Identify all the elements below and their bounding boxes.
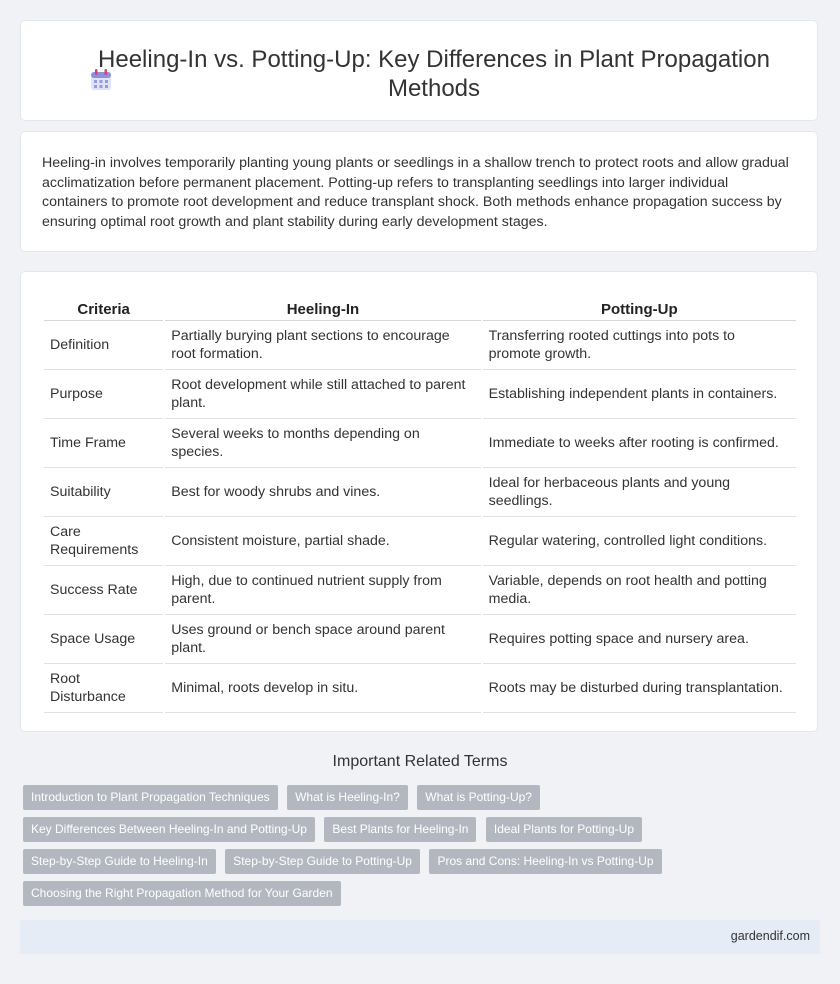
table-row bbox=[44, 664, 796, 713]
header-card bbox=[20, 20, 818, 121]
related-term-tag[interactable]: Ideal Plants for Potting-Up bbox=[486, 817, 642, 842]
related-terms-tags bbox=[23, 785, 823, 913]
table-cell: Immediate to weeks after rooting is confirmed. bbox=[483, 419, 796, 468]
page-title: Heeling-In vs. Potting-Up: Key Differences in Plant Propagation Methods bbox=[98, 46, 770, 102]
related-term-tag[interactable]: What is Heeling-In? bbox=[287, 785, 408, 810]
table-cell: Several weeks to months depending on species. bbox=[165, 419, 480, 468]
footer bbox=[20, 920, 820, 954]
table-cell: Best for woody shrubs and vines. bbox=[165, 468, 480, 517]
table-cell: Regular watering, controlled light conditions. bbox=[483, 517, 796, 566]
table-row bbox=[44, 321, 796, 370]
table-header-row bbox=[44, 298, 796, 321]
table-cell: Uses ground or bench space around parent plant. bbox=[165, 615, 480, 664]
table-row bbox=[44, 370, 796, 419]
table-cell: Space Usage bbox=[44, 615, 163, 664]
comparison-table-card bbox=[20, 271, 818, 732]
table-row bbox=[44, 566, 796, 615]
related-terms-heading: Important Related Terms bbox=[332, 753, 508, 770]
table-cell: Roots may be disturbed during transplantation. bbox=[483, 664, 796, 713]
footer-site-link[interactable]: gardendif.com bbox=[730, 929, 810, 943]
table-cell: Minimal, roots develop in situ. bbox=[165, 664, 480, 713]
related-term-tag[interactable]: Choosing the Right Propagation Method for Your Garden bbox=[23, 881, 341, 906]
table-cell: Purpose bbox=[44, 370, 163, 419]
related-term-tag[interactable]: Best Plants for Heeling-In bbox=[324, 817, 476, 842]
table-cell: Time Frame bbox=[44, 419, 163, 468]
table-cell: Consistent moisture, partial shade. bbox=[165, 517, 480, 566]
table-row bbox=[44, 615, 796, 664]
table-cell: Requires potting space and nursery area. bbox=[483, 615, 796, 664]
table-cell: Transferring rooted cuttings into pots to promote growth. bbox=[483, 321, 796, 370]
column-header: Criteria bbox=[44, 298, 163, 321]
tag-row bbox=[23, 817, 823, 842]
related-term-tag[interactable]: Key Differences Between Heeling-In and Potting-Up bbox=[23, 817, 315, 842]
table-cell: Root development while still attached to parent plant. bbox=[165, 370, 480, 419]
summary-card bbox=[20, 131, 818, 252]
table-cell: Success Rate bbox=[44, 566, 163, 615]
related-term-tag[interactable]: Step-by-Step Guide to Heeling-In bbox=[23, 849, 216, 874]
table-cell: High, due to continued nutrient supply from parent. bbox=[165, 566, 480, 615]
table-cell: Care Requirements bbox=[44, 517, 163, 566]
column-header: Heeling-In bbox=[165, 298, 480, 321]
table-cell: Variable, depends on root health and potting media. bbox=[483, 566, 796, 615]
related-term-tag[interactable]: Step-by-Step Guide to Potting-Up bbox=[225, 849, 420, 874]
summary-text: Heeling-in involves temporarily planting young plants or seedlings in a shallow trench to protect roots and allow gradual acclimatization before permanent placement. Potting-up refers to transplanting seedlings into larger individual containers to promote root development and reduce transplant shock. Both methods enhance propagation success by ensuring optimal root growth and plant stability during early development stages. bbox=[42, 155, 789, 230]
table-cell: Partially burying plant sections to encourage root formation. bbox=[165, 321, 480, 370]
table-row bbox=[44, 468, 796, 517]
comparison-table bbox=[42, 298, 798, 713]
related-term-tag[interactable]: What is Potting-Up? bbox=[417, 785, 540, 810]
tag-row bbox=[23, 881, 823, 906]
table-cell: Ideal for herbaceous plants and young seedlings. bbox=[483, 468, 796, 517]
table-cell: Suitability bbox=[44, 468, 163, 517]
related-term-tag[interactable]: Introduction to Plant Propagation Techniques bbox=[23, 785, 278, 810]
column-header: Potting-Up bbox=[483, 298, 796, 321]
table-cell: Root Disturbance bbox=[44, 664, 163, 713]
table-row bbox=[44, 517, 796, 566]
table-cell: Establishing independent plants in containers. bbox=[483, 370, 796, 419]
table-row bbox=[44, 419, 796, 468]
related-term-tag[interactable]: Pros and Cons: Heeling-In vs Potting-Up bbox=[429, 849, 661, 874]
tag-row bbox=[23, 849, 823, 874]
tag-row bbox=[23, 785, 823, 810]
table-cell: Definition bbox=[44, 321, 163, 370]
